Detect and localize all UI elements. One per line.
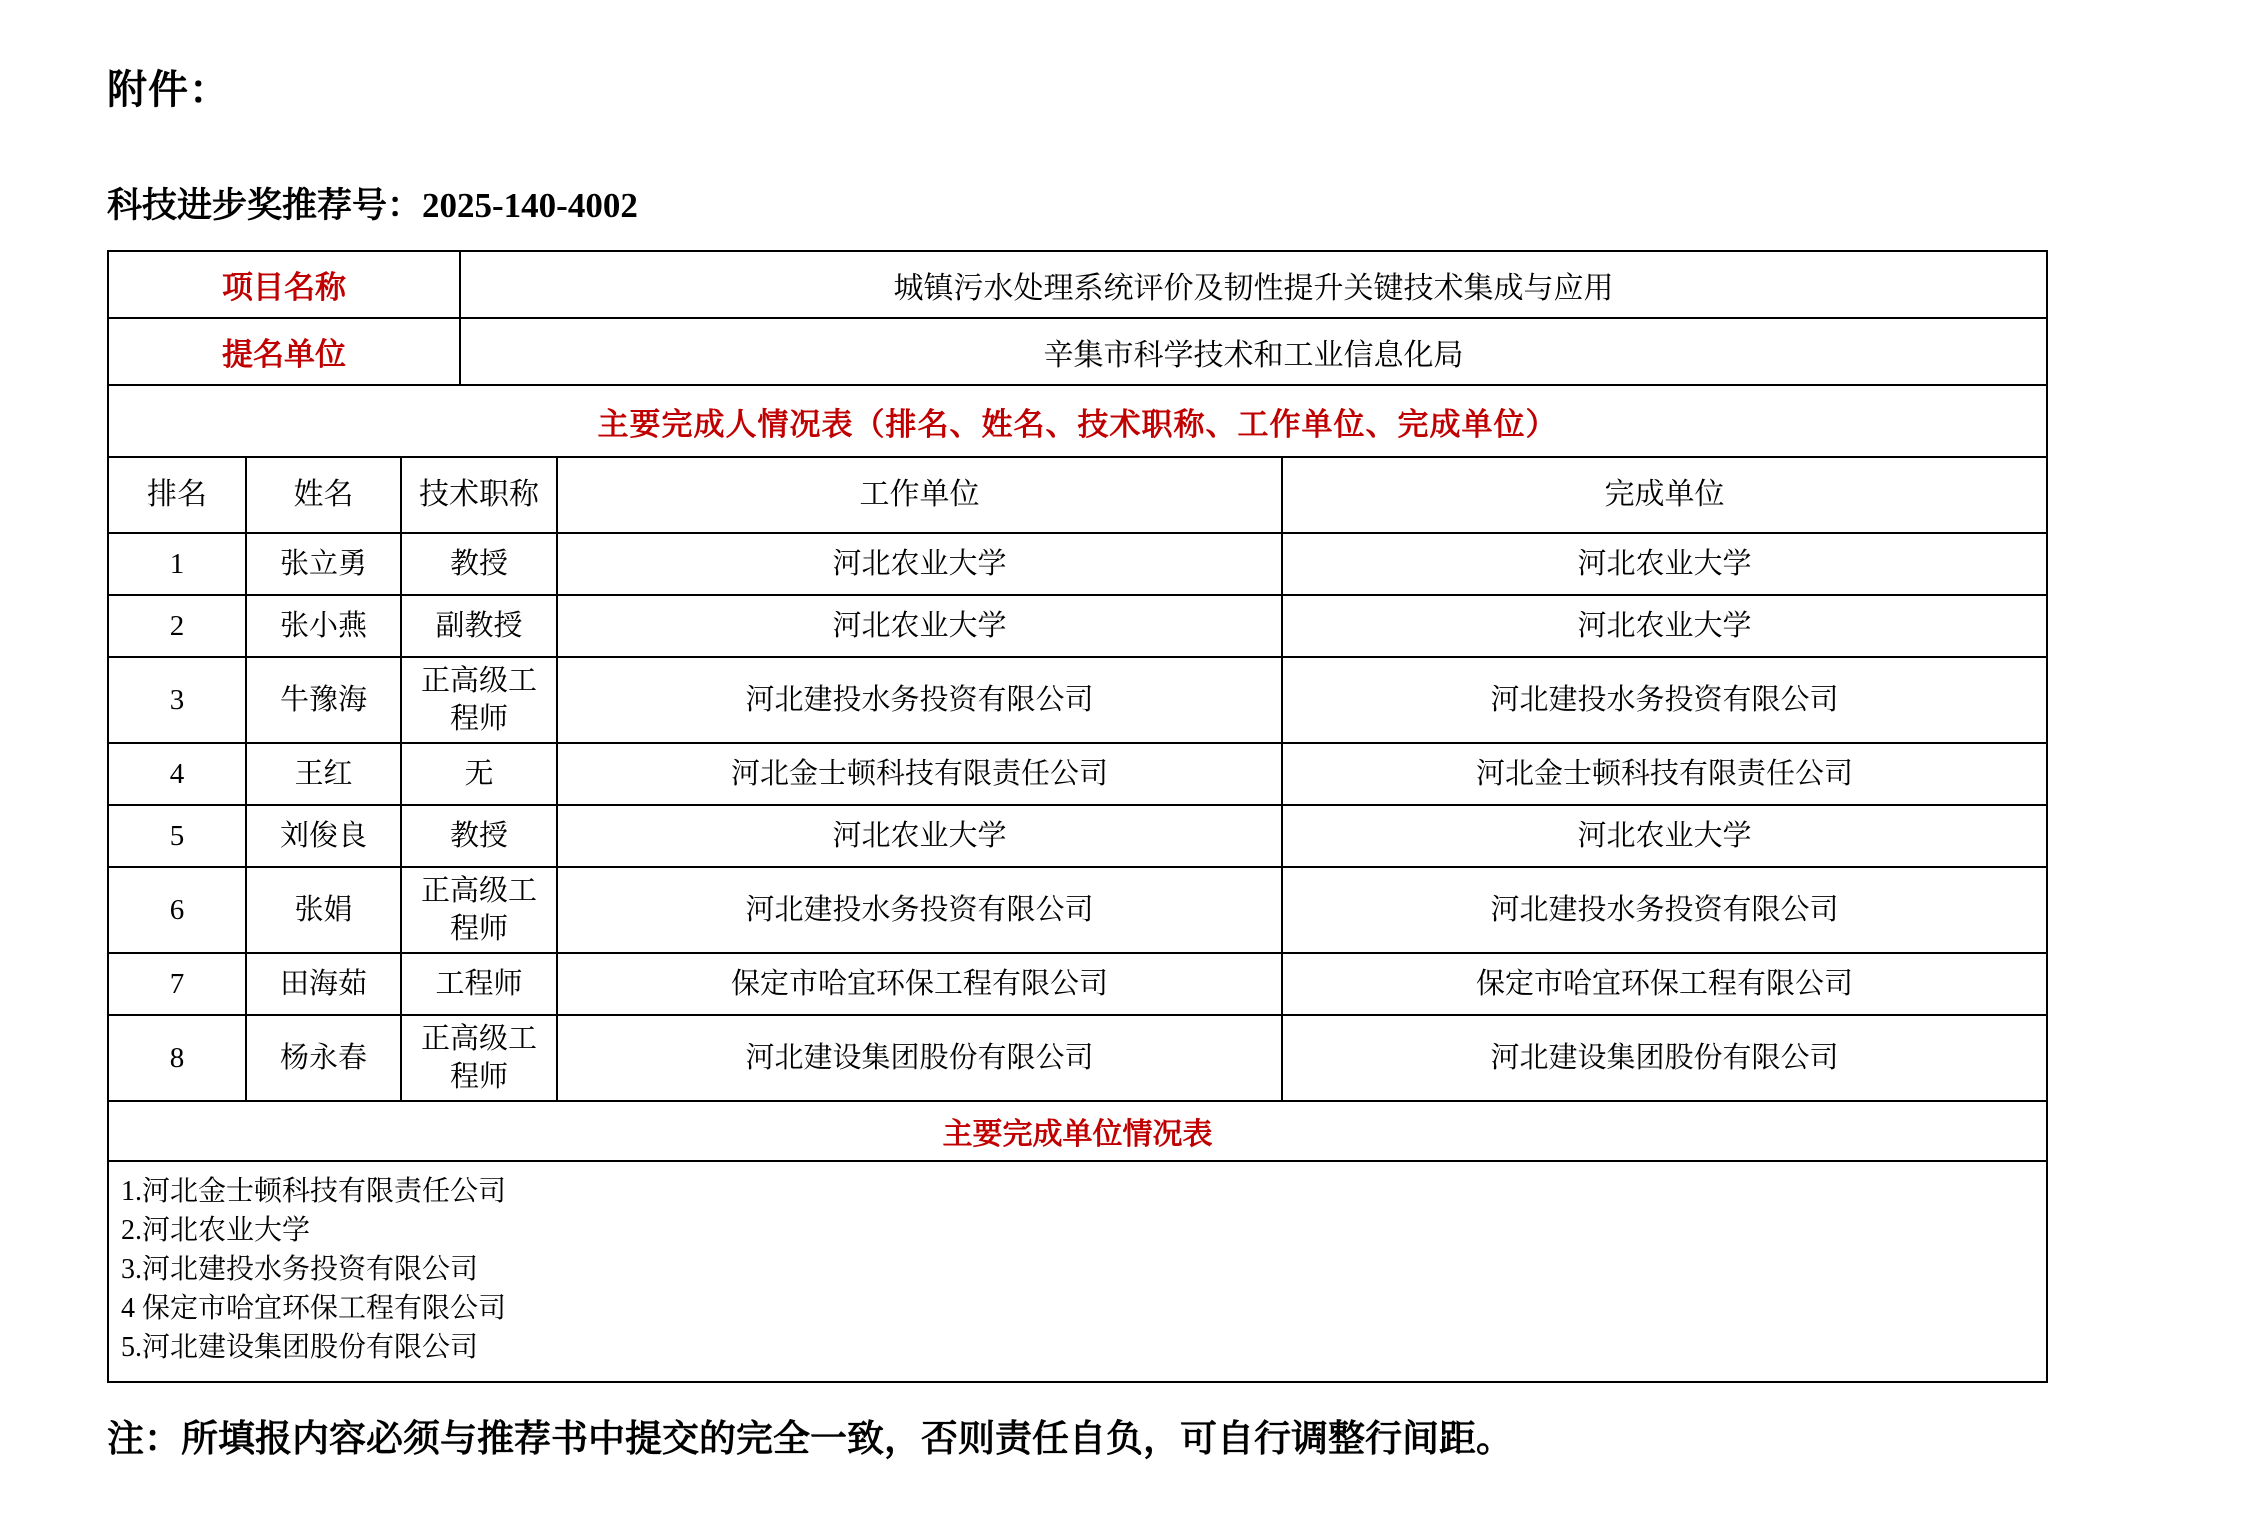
cell-work-unit: 河北建设集团股份有限公司 [558, 1016, 1283, 1100]
cell-work-unit: 河北建投水务投资有限公司 [558, 658, 1283, 742]
cell-name: 刘俊良 [247, 806, 402, 866]
project-name-label: 项目名称 [109, 252, 461, 317]
cell-title-text: 正高级工程师 [420, 1023, 537, 1093]
cell-title: 工程师 [402, 954, 558, 1014]
cell-name: 王红 [247, 744, 402, 804]
nominator-row [109, 319, 2046, 386]
cell-completion-unit: 河北农业大学 [1577, 548, 1752, 580]
table-row [109, 744, 2046, 806]
recommendation-line [107, 178, 638, 228]
cell-title: 教授 [402, 806, 558, 866]
cell-rank: 8 [109, 1016, 247, 1100]
unit-item: 3.河北建投水务投资有限公司 [121, 1254, 479, 1285]
table-row [109, 954, 2046, 1016]
cell-rank: 1 [109, 534, 247, 594]
cell-rank: 7 [109, 954, 247, 1014]
cell-title [402, 868, 558, 952]
cell-completion-unit: 河北建投水务投资有限公司 [1490, 684, 1839, 716]
header-completion-unit: 完成单位 [1604, 478, 1725, 511]
header-work-unit: 工作单位 [558, 458, 1283, 532]
units-table-title: 主要完成单位情况表 [109, 1102, 2046, 1162]
cell-work-unit: 河北农业大学 [558, 596, 1283, 656]
cell-title: 教授 [402, 534, 558, 594]
cell-completion-unit: 河北农业大学 [1577, 820, 1752, 852]
cell-title: 无 [402, 744, 558, 804]
cell-name: 牛豫海 [247, 658, 402, 742]
cell-work-unit: 河北建投水务投资有限公司 [558, 868, 1283, 952]
cell-name: 杨永春 [247, 1016, 402, 1100]
cell-name: 张立勇 [247, 534, 402, 594]
header-title: 技术职称 [402, 458, 558, 532]
table-row [109, 658, 2046, 744]
cell-work-unit: 河北农业大学 [558, 534, 1283, 594]
cell-work-unit: 河北金士顿科技有限责任公司 [558, 744, 1283, 804]
project-name-row [109, 252, 2046, 319]
footer-note: 注：所填报内容必须与推荐书中提交的完全一致，否则责任自负，可自行调整行间距。 [107, 1419, 1513, 1460]
table-row [109, 868, 2046, 954]
table-row [109, 1016, 2046, 1102]
recommendation-label: 科技进步奖推荐号： [107, 186, 423, 225]
cell-completion-unit: 保定市哈宜环保工程有限公司 [1475, 968, 1853, 1000]
cell-rank: 4 [109, 744, 247, 804]
cell-title-text: 正高级工程师 [420, 665, 537, 735]
nominator-label: 提名单位 [109, 319, 461, 384]
cell-rank: 5 [109, 806, 247, 866]
header-rank: 排名 [109, 458, 247, 532]
cell-name: 张娟 [247, 868, 402, 952]
cell-title [402, 658, 558, 742]
cell-completion-unit: 河北金士顿科技有限责任公司 [1475, 758, 1853, 790]
cell-rank: 6 [109, 868, 247, 952]
project-name-value: 城镇污水处理系统评价及韧性提升关键技术集成与应用 [893, 271, 1614, 305]
table-row [109, 596, 2046, 658]
cell-completion-unit: 河北建设集团股份有限公司 [1490, 1042, 1839, 1074]
cell-completion-unit: 河北农业大学 [1577, 610, 1752, 642]
cell-rank: 2 [109, 596, 247, 656]
table-row [109, 534, 2046, 596]
completers-header-row [109, 458, 2046, 534]
unit-item: 5.河北建设集团股份有限公司 [121, 1332, 479, 1363]
cell-name: 田海茹 [247, 954, 402, 1014]
cell-completion-unit: 河北建投水务投资有限公司 [1490, 894, 1839, 926]
header-name: 姓名 [247, 458, 402, 532]
cell-name: 张小燕 [247, 596, 402, 656]
recommendation-number: 2025-140-4002 [422, 186, 638, 225]
cell-work-unit: 保定市哈宜环保工程有限公司 [558, 954, 1283, 1014]
unit-item: 2.河北农业大学 [121, 1215, 311, 1246]
cell-rank: 3 [109, 658, 247, 742]
units-list [109, 1162, 2046, 1381]
cell-title [402, 1016, 558, 1100]
completers-table-title: 主要完成人情况表（排名、姓名、技术职称、工作单位、完成单位） [109, 386, 2046, 458]
award-table [107, 250, 2048, 1383]
nominator-value: 辛集市科学技术和工业信息化局 [1043, 338, 1464, 372]
table-row [109, 806, 2046, 868]
attachment-label: 附件： [107, 68, 230, 112]
cell-title: 副教授 [402, 596, 558, 656]
cell-title-text: 正高级工程师 [420, 875, 537, 945]
unit-item: 4 保定市哈宜环保工程有限公司 [121, 1293, 507, 1324]
unit-item: 1.河北金士顿科技有限责任公司 [121, 1176, 507, 1207]
cell-work-unit: 河北农业大学 [558, 806, 1283, 866]
